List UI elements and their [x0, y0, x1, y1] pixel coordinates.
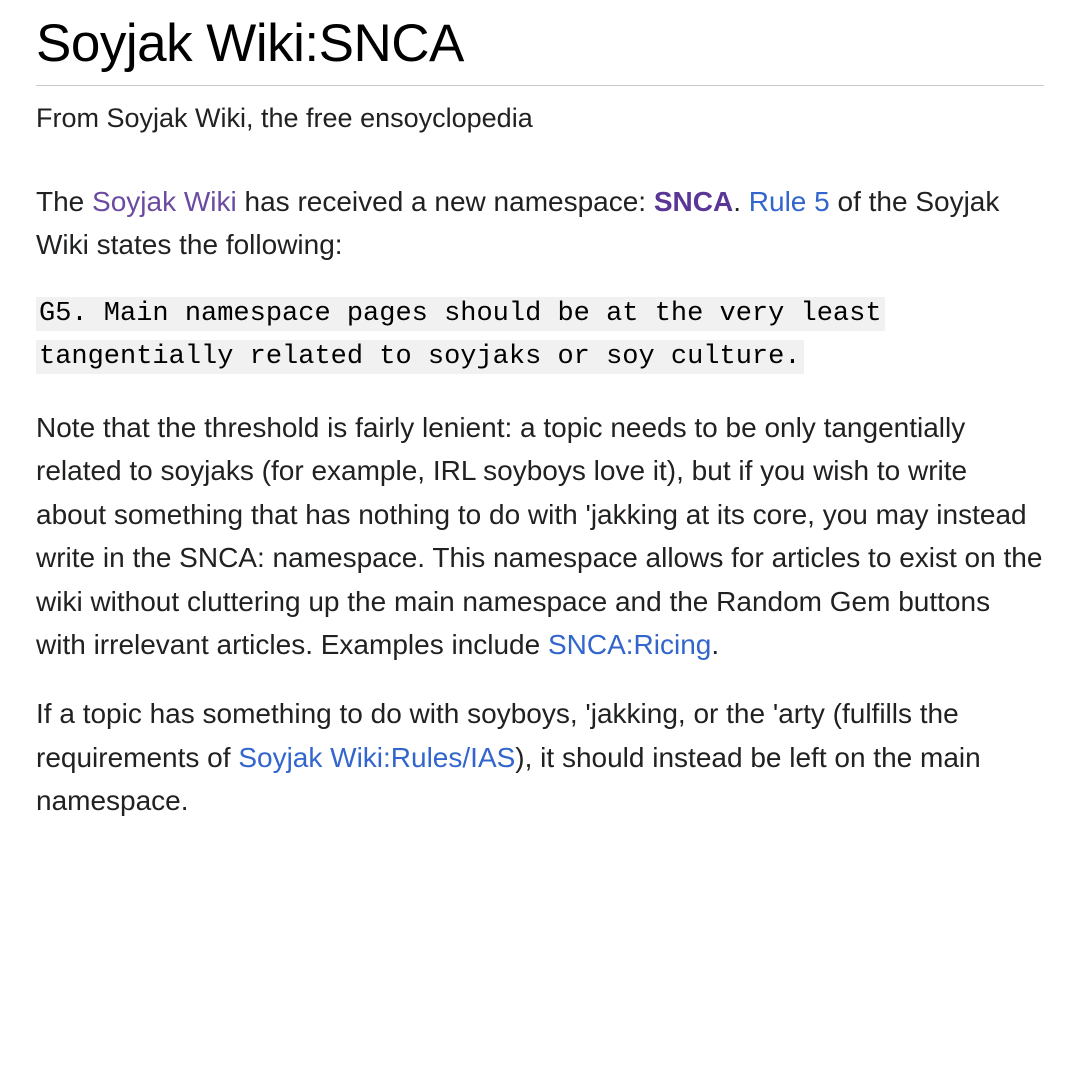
intro-text-part4: of the Soyjak Wiki states the following:: [36, 185, 1000, 261]
note-text-end: .: [711, 628, 720, 660]
rule-quote-text: G5. Main namespace pages should be at the very least tangentially related to soyjaks or soy culture.: [36, 297, 885, 375]
note-paragraph: [36, 406, 1044, 666]
intro-text-part2: has received a new namespace:: [236, 185, 654, 217]
intro-text-part3: .: [733, 185, 749, 217]
intro-paragraph: [36, 180, 1044, 267]
final-paragraph: [36, 692, 1044, 822]
link-soyjak-wiki[interactable]: Soyjak Wiki: [92, 185, 237, 217]
site-tagline: From Soyjak Wiki, the free ensoyclopedia: [36, 102, 533, 133]
page-title: Soyjak Wiki:SNCA: [36, 14, 464, 73]
link-rules-ias[interactable]: Soyjak Wiki:Rules/IAS: [238, 741, 516, 773]
intro-text-part1: The: [36, 185, 93, 217]
final-text-part1: If a topic has something to do with soyboys, 'jakking, or the 'arty (fulfills the requirements of: [36, 698, 959, 773]
rule-quote-block: [36, 293, 1044, 380]
final-text-part2: ), it should instead be left on the main namespace.: [36, 741, 981, 817]
link-rule-5[interactable]: Rule 5: [748, 185, 830, 217]
title-divider: [36, 85, 1044, 86]
link-snca[interactable]: SNCA: [653, 185, 734, 217]
link-snca-ricing[interactable]: SNCA:Ricing: [547, 628, 712, 660]
note-text: Note that the threshold is fairly lenient: a topic needs to be only tangentially related to soyjaks (for example, IRL soyboys love it), but if you wish to write about something that has nothing to do with 'jakking at its core, you may instead write in the SNCA: namespace. This namespace allows for articles to exist on the wiki without cluttering up the main namespace and the Random Gem buttons with irrelevant articles. Examples include: [36, 411, 1043, 660]
